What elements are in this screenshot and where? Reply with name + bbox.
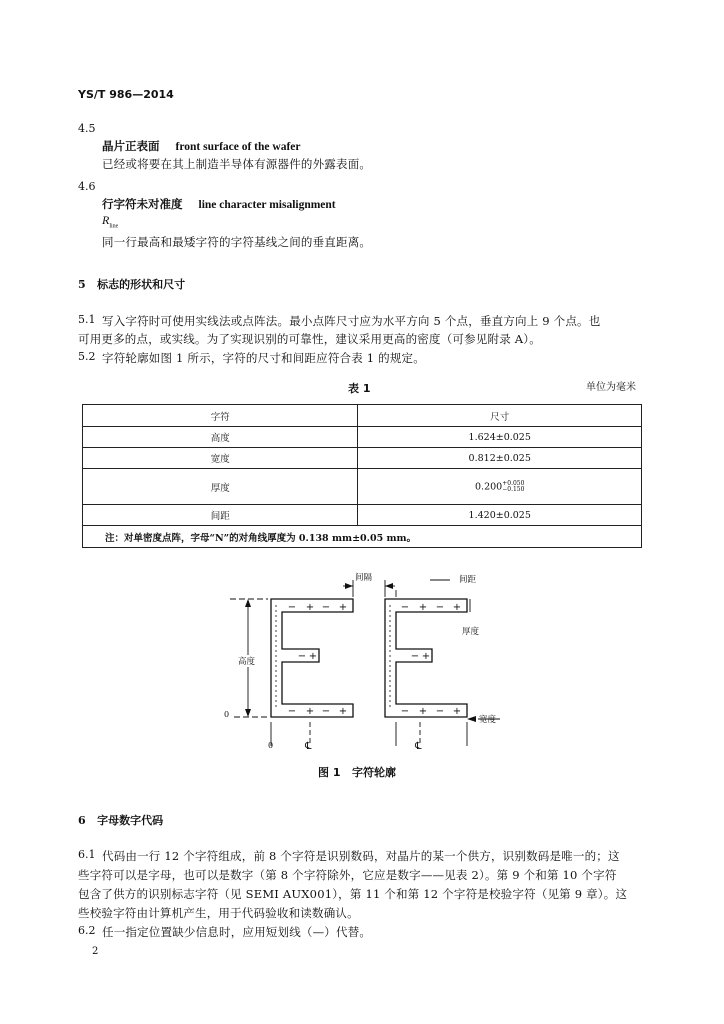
marker-plus: + (421, 651, 431, 662)
clause-6-1-line3: 包含了供方的识别标志字符（见 SEMI AUX001），第 11 个和第 12 个字符是校验字符（见第 9 章）。这 (78, 887, 628, 901)
marker-plus: + (452, 602, 462, 613)
clause-6-2-number: 6.2 (78, 924, 96, 937)
table-cell-label: 间距 (83, 505, 358, 526)
clause-6-1-line1: 代码由一行 12 个字符组成，前 8 个字符是识别数码，对晶片的某一个供方，识别数码是唯一的；这 (102, 849, 620, 863)
figure-label-height: 高度 (238, 657, 256, 667)
term-cn: 晶片正表面 (102, 139, 160, 153)
figure-label-width: 宽度 (479, 715, 497, 725)
clause-4-5-definition: 已经或将要在其上制造半导体有源器件的外露表面。 (102, 157, 372, 171)
table-cell-value: 1.624±0.025 (358, 427, 642, 448)
height-arrowhead-top (245, 599, 251, 607)
standard-id: YS/T 986—2014 (78, 88, 174, 101)
symbol-subscript: line (109, 223, 119, 230)
table-1-caption: 表 1 (348, 382, 371, 395)
marker-minus: − (287, 706, 297, 717)
marker-plus: + (338, 602, 348, 613)
centerline-symbol-e1: ℄ (305, 741, 312, 752)
marker-plus: + (305, 602, 315, 613)
table-cell-value: 1.420±0.025 (358, 505, 642, 526)
height-arrowhead-bottom (245, 709, 251, 717)
clause-4-6-number: 4.6 (78, 180, 96, 193)
marker-minus: − (321, 602, 331, 613)
clause-4-6-definition: 同一行最高和最矮字符的字符基线之间的垂直距离。 (102, 235, 372, 249)
table-cell-label: 宽度 (83, 448, 358, 469)
marker-plus: + (452, 706, 462, 717)
marker-plus: + (418, 602, 428, 613)
marker-minus: − (287, 602, 297, 613)
clause-4-5-number: 4.5 (78, 122, 96, 135)
clause-5-2-number: 5.2 (78, 350, 96, 363)
thickness-nominal: 0.200 (475, 481, 503, 492)
term-en: front surface of the wafer (175, 141, 301, 153)
section-6-title: 6 字母数字代码 (78, 814, 164, 827)
term-en: line character misalignment (198, 199, 336, 211)
clause-6-1-line4: 些校验字符由计算机产生，用于代码验收和读数确认。 (78, 906, 359, 920)
table-cell-label: 厚度 (83, 469, 358, 505)
figure-label-pitch: 间距 (459, 575, 477, 585)
figure-1-caption: 图 1 字符轮廓 (318, 766, 396, 779)
marker-plus: + (418, 706, 428, 717)
marker-minus: − (435, 602, 445, 613)
marker-plus: + (305, 706, 315, 717)
section-5-title: 5 标志的形状和尺寸 (78, 278, 186, 291)
figure-label-thickness: 厚度 (462, 627, 480, 637)
tol-upper: +0.050 (502, 479, 525, 487)
table-cell-label: 高度 (83, 427, 358, 448)
clause-6-1-number: 6.1 (78, 848, 96, 861)
figure-axis-zero-y: 0 (224, 710, 230, 719)
term-cn: 行字符未对准度 (102, 197, 183, 211)
tol-lower: −0.150 (502, 485, 525, 493)
marker-minus: − (400, 706, 410, 717)
spacing-arrowhead-left (345, 583, 353, 589)
clause-5-1-line1: 写入字符时可使用实线法或点阵法。最小点阵尺寸应为水平方向 5 个点，垂直方向上 9 个点。也 (102, 314, 601, 328)
clause-6-1-line2: 些字符可以是字母，也可以是数字（第 8 个字符除外，它应是数字——见表 2）。第 9 个和第 10 个字符 (78, 868, 617, 882)
clause-5-1-number: 5.1 (78, 313, 96, 326)
table-header-char: 字符 (83, 405, 358, 427)
marker-minus: − (321, 706, 331, 717)
table-header-size: 尺寸 (358, 405, 642, 427)
table-1-unit: 单位为毫米 (586, 382, 636, 393)
table-cell-value: 0.812±0.025 (358, 448, 642, 469)
figure-label-spacing: 间隔 (355, 573, 373, 583)
marker-minus: − (400, 602, 410, 613)
centerline-symbol-e2: ℄ (415, 741, 422, 752)
table-note: 注：对单密度点阵，字母“N”的对角线厚度为 0.138 mm±0.05 mm。 (83, 526, 642, 548)
page-number: 2 (92, 946, 99, 957)
marker-plus: + (308, 651, 318, 662)
symbol-main: R (102, 213, 110, 227)
marker-minus: − (297, 651, 307, 662)
width-arrowhead (467, 716, 476, 722)
figure-axis-zero-x: 0 (268, 741, 274, 750)
marker-minus: − (435, 706, 445, 717)
clause-6-2-text: 任一指定位置缺少信息时，应用短划线（—）代替。 (102, 925, 372, 939)
marker-plus: + (338, 706, 348, 717)
spacing-arrowhead-right (385, 583, 393, 589)
clause-5-1-line2: 可用更多的点，或实线。为了实现识别的可靠性，建议采用更高的密度（可参见附录 A）。 (78, 332, 541, 346)
clause-5-2-text: 字符轮廓如图 1 所示，字符的尺寸和间距应符合表 1 的规定。 (102, 351, 425, 365)
marker-minus: − (410, 651, 420, 662)
